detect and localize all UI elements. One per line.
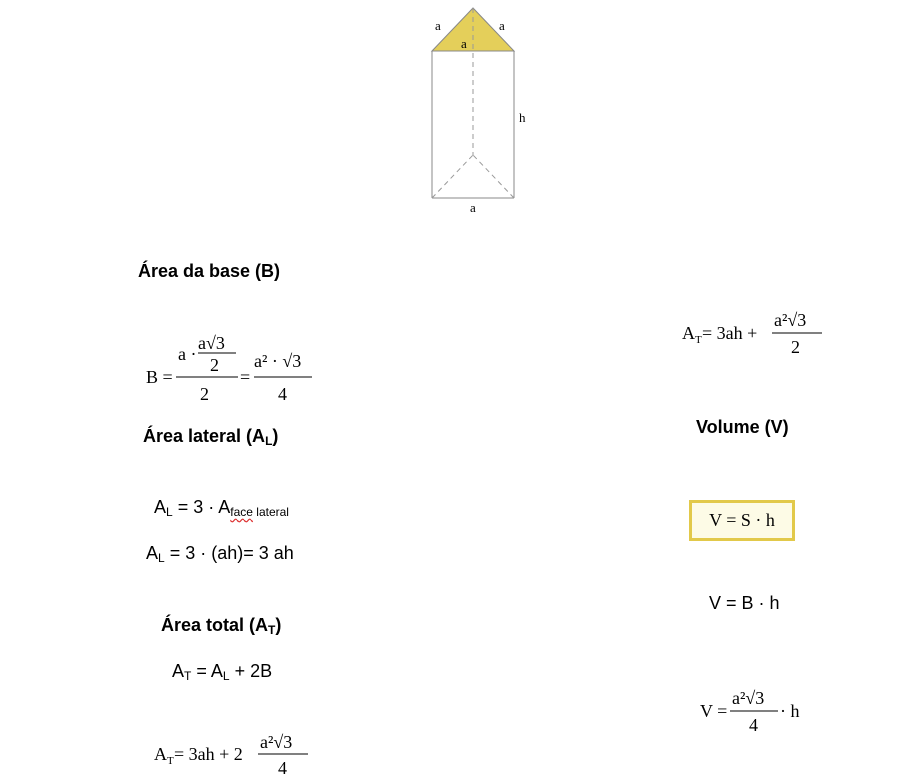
- volume-formula-rhs: · h: [780, 701, 800, 721]
- total-line1-mid: = A: [191, 661, 223, 681]
- total-area-formula: [150, 722, 330, 782]
- lateral-area-line1: [154, 497, 289, 519]
- base-formula-eq: =: [240, 367, 251, 387]
- base-formula-num-a: a ·: [178, 344, 197, 364]
- base-formula-num-den: 2: [210, 355, 219, 375]
- lateral-line2-A: A: [146, 543, 159, 563]
- total-area-right-formula: [678, 302, 848, 362]
- lateral-heading-close: ): [272, 426, 279, 446]
- right-total-lhs: A: [682, 323, 695, 343]
- volume-boxed-formula: V = S · h: [689, 500, 795, 541]
- lateral-line1-A: A: [154, 497, 167, 517]
- volume-formula-den: 4: [749, 715, 758, 735]
- triangular-prism-diagram: [420, 0, 540, 220]
- total-line1-sub: T: [184, 669, 192, 683]
- right-total-den: 2: [791, 337, 800, 357]
- lateral-line2-rest: = 3 · (ah)= 3 ah: [164, 543, 294, 563]
- lateral-line1-mid: = 3 · A: [172, 497, 231, 517]
- label-height: h: [519, 110, 526, 125]
- lateral-line1-sub: L: [166, 505, 173, 519]
- lateral-area-heading: [143, 426, 278, 448]
- volume-formula-num: a²√3: [732, 688, 765, 708]
- label-top-center: a: [461, 36, 467, 51]
- base-formula-num-sqrt: a√3: [198, 333, 225, 353]
- total-formula-mid: = 3ah + 2: [174, 744, 243, 764]
- total-area-heading: [161, 615, 281, 637]
- volume-line2: V = B · h: [709, 593, 780, 613]
- total-heading-main: Área total (A: [161, 615, 269, 635]
- base-formula-rhs-num: a² · √3: [254, 351, 302, 371]
- lateral-line1-sub-face: face: [230, 505, 253, 519]
- volume-formula: [696, 680, 816, 740]
- volume-formula-lhs: V =: [700, 701, 728, 721]
- base-formula-lhs: B =: [146, 367, 173, 387]
- base-area-formula: [140, 325, 330, 410]
- lateral-area-line2: [146, 543, 294, 565]
- right-total-mid: = 3ah +: [702, 323, 758, 343]
- base-area-heading: Área da base (B): [138, 261, 281, 281]
- prism-hidden-left-edge: [432, 155, 473, 198]
- base-formula-den: 2: [200, 384, 209, 404]
- total-line1-A: A: [172, 661, 185, 681]
- lateral-heading-main: Área lateral (A: [143, 426, 266, 446]
- lateral-line1-sub-lateral: lateral: [252, 505, 289, 519]
- lateral-line2-sub: L: [158, 551, 165, 565]
- label-top-right: a: [499, 18, 505, 33]
- total-formula-num: a²√3: [260, 732, 293, 752]
- base-formula-rhs-den: 4: [278, 384, 287, 404]
- total-formula-lhs: A: [154, 744, 167, 764]
- lateral-heading-sub: L: [265, 434, 273, 448]
- right-total-lhs-sub: T: [695, 334, 702, 346]
- total-formula-den: 4: [278, 758, 287, 778]
- label-top-left: a: [435, 18, 441, 33]
- volume-heading: Volume (V): [696, 417, 789, 437]
- prism-hidden-right-edge: [473, 155, 514, 198]
- total-formula-lhs-sub: T: [167, 755, 174, 767]
- total-area-line1: [172, 661, 272, 683]
- total-line1-rest: + 2B: [229, 661, 273, 681]
- total-heading-sub: T: [268, 623, 276, 637]
- total-line1-sub2: L: [222, 669, 230, 683]
- total-heading-close: ): [275, 615, 282, 635]
- right-total-num: a²√3: [774, 310, 807, 330]
- label-bottom: a: [470, 200, 476, 215]
